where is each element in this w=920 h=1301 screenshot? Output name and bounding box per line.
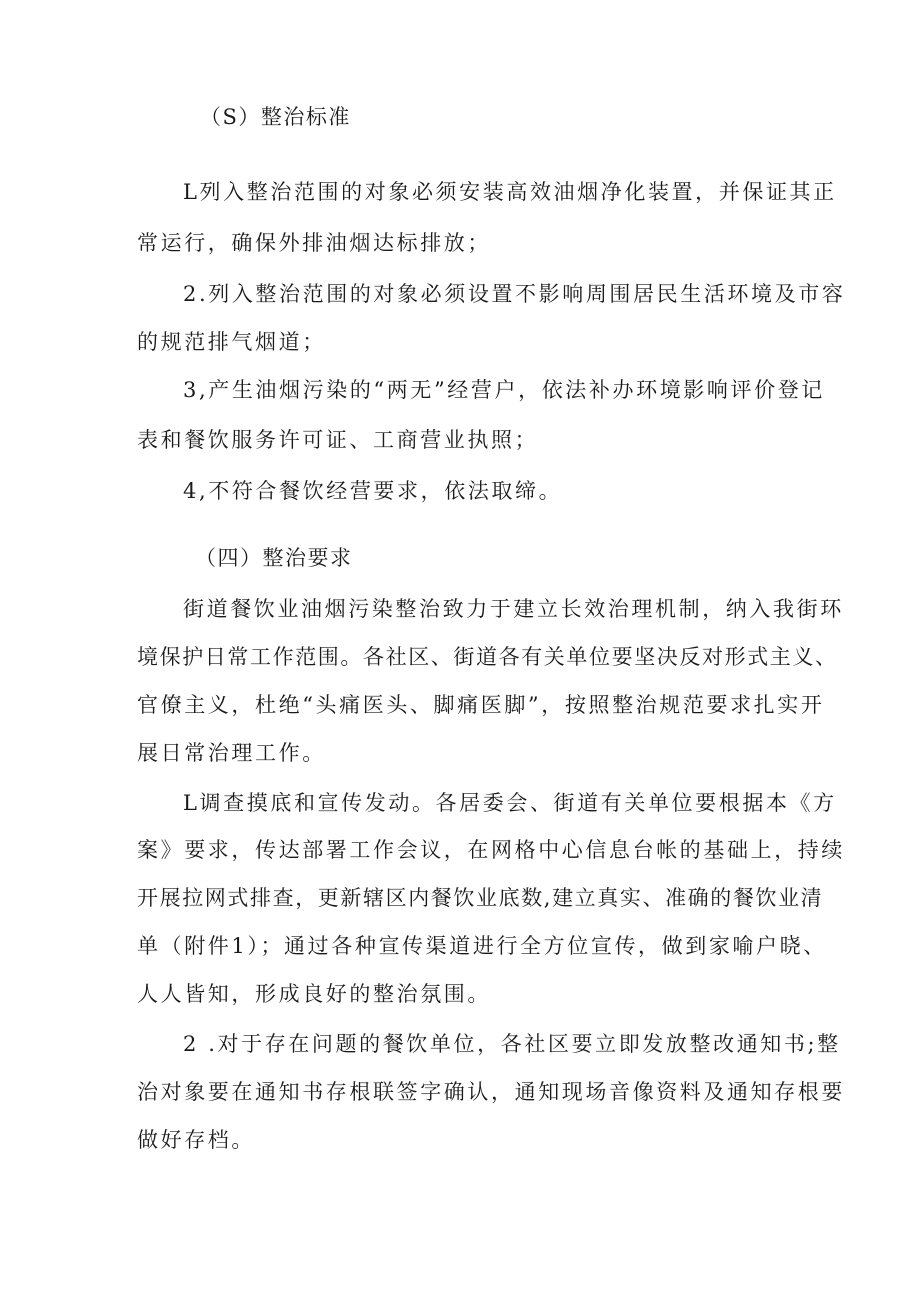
paragraph-line: 2.列入整治范围的对象必须设置不影响周围居民生活环境及市容 [183,282,846,306]
paragraph-line: 开展拉网式排查，更新辖区内餐饮业底数,建立真实、准确的餐饮业清 [137,886,824,910]
paragraph-line: 官僚主义，杜绝“头痛医头、脚痛医脚”，按照整治规范要求扎实开 [137,693,825,717]
paragraph-line: 街道餐饮业油烟污染整治致力于建立长效治理机制，纳入我街环 [183,597,844,621]
paragraph-line: 展日常治理工作。 [137,741,326,765]
paragraph-line: 3,产生油烟污染的“两无”经营户，依法补办环境影响评价登记 [183,378,825,402]
paragraph-line: 案》要求，传达部署工作会议，在网格中心信息台帐的基础上，持续 [137,838,845,862]
paragraph-line: 单（附件1）；通过各种宣传渠道进行全方位宣传，做到家喻户晓、 [137,934,827,958]
paragraph-line: 做好存档。 [137,1128,255,1152]
paragraph-line: 的规范排气烟道； [137,330,326,354]
paragraph-line: 4,不符合餐饮经营要求，依法取缔。 [183,479,563,503]
paragraph-line: 治对象要在通知书存根联签字确认，通知现场音像资料及通知存根要 [137,1080,845,1104]
paragraph-line: L调查摸底和宣传发动。各居委会、街道有关单位要根据本《方 [183,791,837,815]
paragraph-line: 人人皆知，形成良好的整治氛围。 [137,982,491,1006]
paragraph-line: L列入整治范围的对象必须安装高效油烟净化装置，并保证其正 [183,180,837,204]
section-heading: （四）整治要求 [195,546,353,570]
section-heading: （S）整治标准 [200,105,351,129]
paragraph-line: 2 .对于存在问题的餐饮单位，各社区要立即发放整改通知书;整 [183,1032,841,1056]
paragraph-line: 常运行，确保外排油烟达标排放； [137,231,491,255]
paragraph-line: 表和餐饮服务许可证、工商营业执照； [137,428,539,452]
paragraph-line: 境保护日常工作范围。各社区、街道各有关单位要坚决反对形式主义、 [137,645,838,669]
